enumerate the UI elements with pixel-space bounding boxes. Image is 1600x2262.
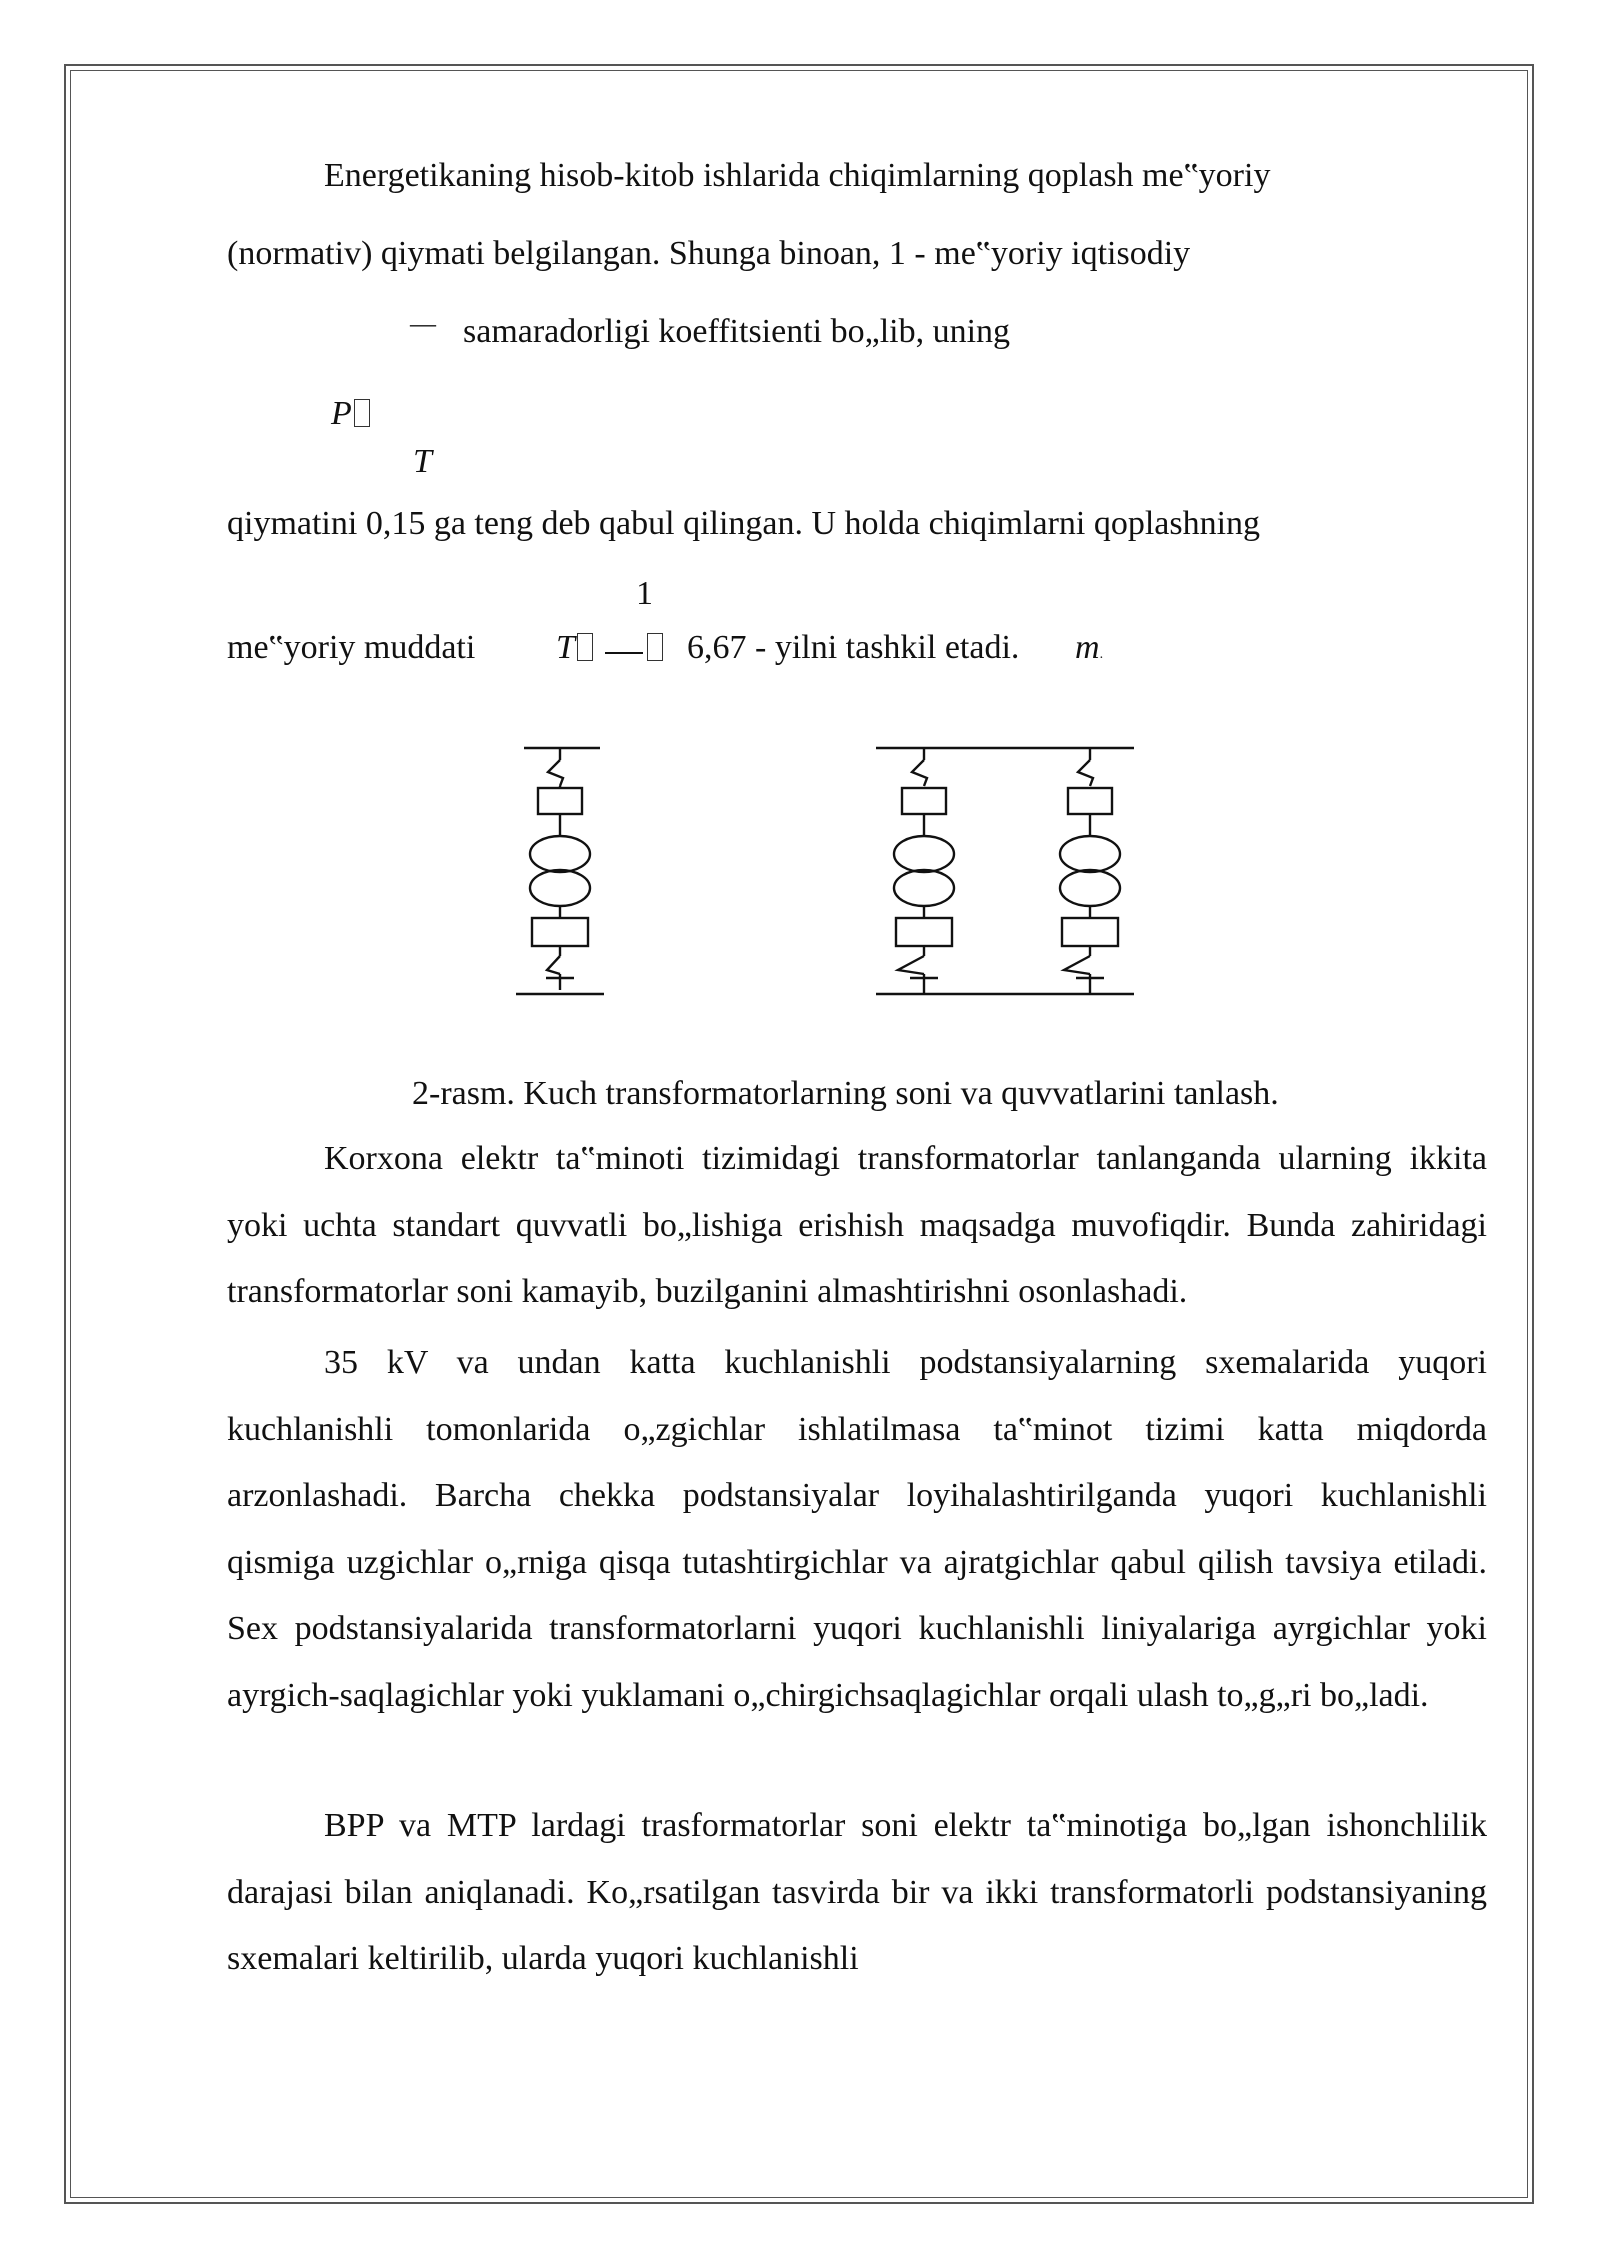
text-line-4: qiymatini 0,15 ga teng deb qabul qilingan. U holda chiqimlarni qoplashning <box>227 505 1261 542</box>
breaker-bottom-right <box>1062 918 1118 946</box>
text-line-5-end: 6,67 - yilni tashkil etadi. <box>687 629 1020 666</box>
transformer-left-winding-bottom <box>894 870 954 906</box>
transformer-winding-top <box>530 836 590 872</box>
formula-numerator: 1 <box>636 575 653 612</box>
paragraph-3: BPP va MTP lardagi trasformatorlar soni elektr ta‟minotiga bo„lgan ishonchlilik darajasi bilan aniqlanadi. Ko„rsatilgan tasvirda bir va ikki transformatorli podstansiyaning sxemalari keltirilib, ularda yuqori kuchlanishli <box>227 1807 1487 1978</box>
breaker-bottom-left <box>896 918 952 946</box>
transformer-right-winding-bottom <box>1060 870 1120 906</box>
formula-dash: — <box>410 309 436 338</box>
double-transformer-scheme <box>876 748 1134 994</box>
paragraph-2: 35 kV va undan katta kuchlanishli podstansiyalarning sxemalarida yuqori kuchlanishli tomonlarida o„zgichlar ishlatilmasa ta‟minot tizimi katta miqdorda arzonlashadi. Barcha chekka podstansiyalar loyihalashtirilganda yuqori kuchlanishli qismiga uzgichlar o„rniga qisqa tutashtirgichlar va ajratgichlar qabul qilish tavsiya etiladi. Sex podstansiyalarida transformatorlarni yuqori kuchlanishli liniyalariga ayrgichlar yoki ayrgich-saqlagichlar yoki yuklamani o„chirgichsaqlagichlar orqali ulash to„g„ri bo„ladi. <box>227 1344 1487 1714</box>
transformer-left-winding-top <box>894 836 954 872</box>
transformer-winding-bottom <box>530 870 590 906</box>
figure-caption: 2-rasm. Kuch transformatorlarning soni va quvvatlarini tanlash. <box>412 1075 1279 1112</box>
breaker-top-right <box>1068 788 1112 814</box>
formula-p-symbol: P <box>331 394 370 434</box>
text-line-3: samaradorligi koeffitsienti bo„lib, uning <box>463 313 1011 350</box>
breaker-top-left <box>902 788 946 814</box>
breaker-bottom <box>532 918 588 946</box>
breaker-top <box>538 788 582 814</box>
formula-m-symbol: m. <box>1075 629 1104 666</box>
formula-period: T <box>556 628 663 668</box>
single-transformer-scheme <box>516 748 604 994</box>
text-line-5-start: me‟yoriy muddati <box>227 629 476 666</box>
text-line-2: (normativ) qiymati belgilangan. Shunga binoan, 1 - me‟yoriy iqtisodiy <box>227 235 1191 272</box>
transformer-right-winding-top <box>1060 836 1120 872</box>
formula-t-symbol-lower: T <box>413 443 432 480</box>
substation-diagrams <box>0 0 1600 1100</box>
text-line-1: Energetikaning hisob-kitob ishlarida chiqimlarning qoplash me‟yoriy <box>324 157 1271 194</box>
paragraph-1: Korxona elektr ta‟minoti tizimidagi transformatorlar tanlanganda ularning ikkita yoki uchta standart quvvatli bo„lishiga erishish maqsadga muvofiqdir. Bunda zahiridagi transformatorlar soni kamayib, buzilganini almashtirishni osonlashadi. <box>227 1140 1487 1311</box>
